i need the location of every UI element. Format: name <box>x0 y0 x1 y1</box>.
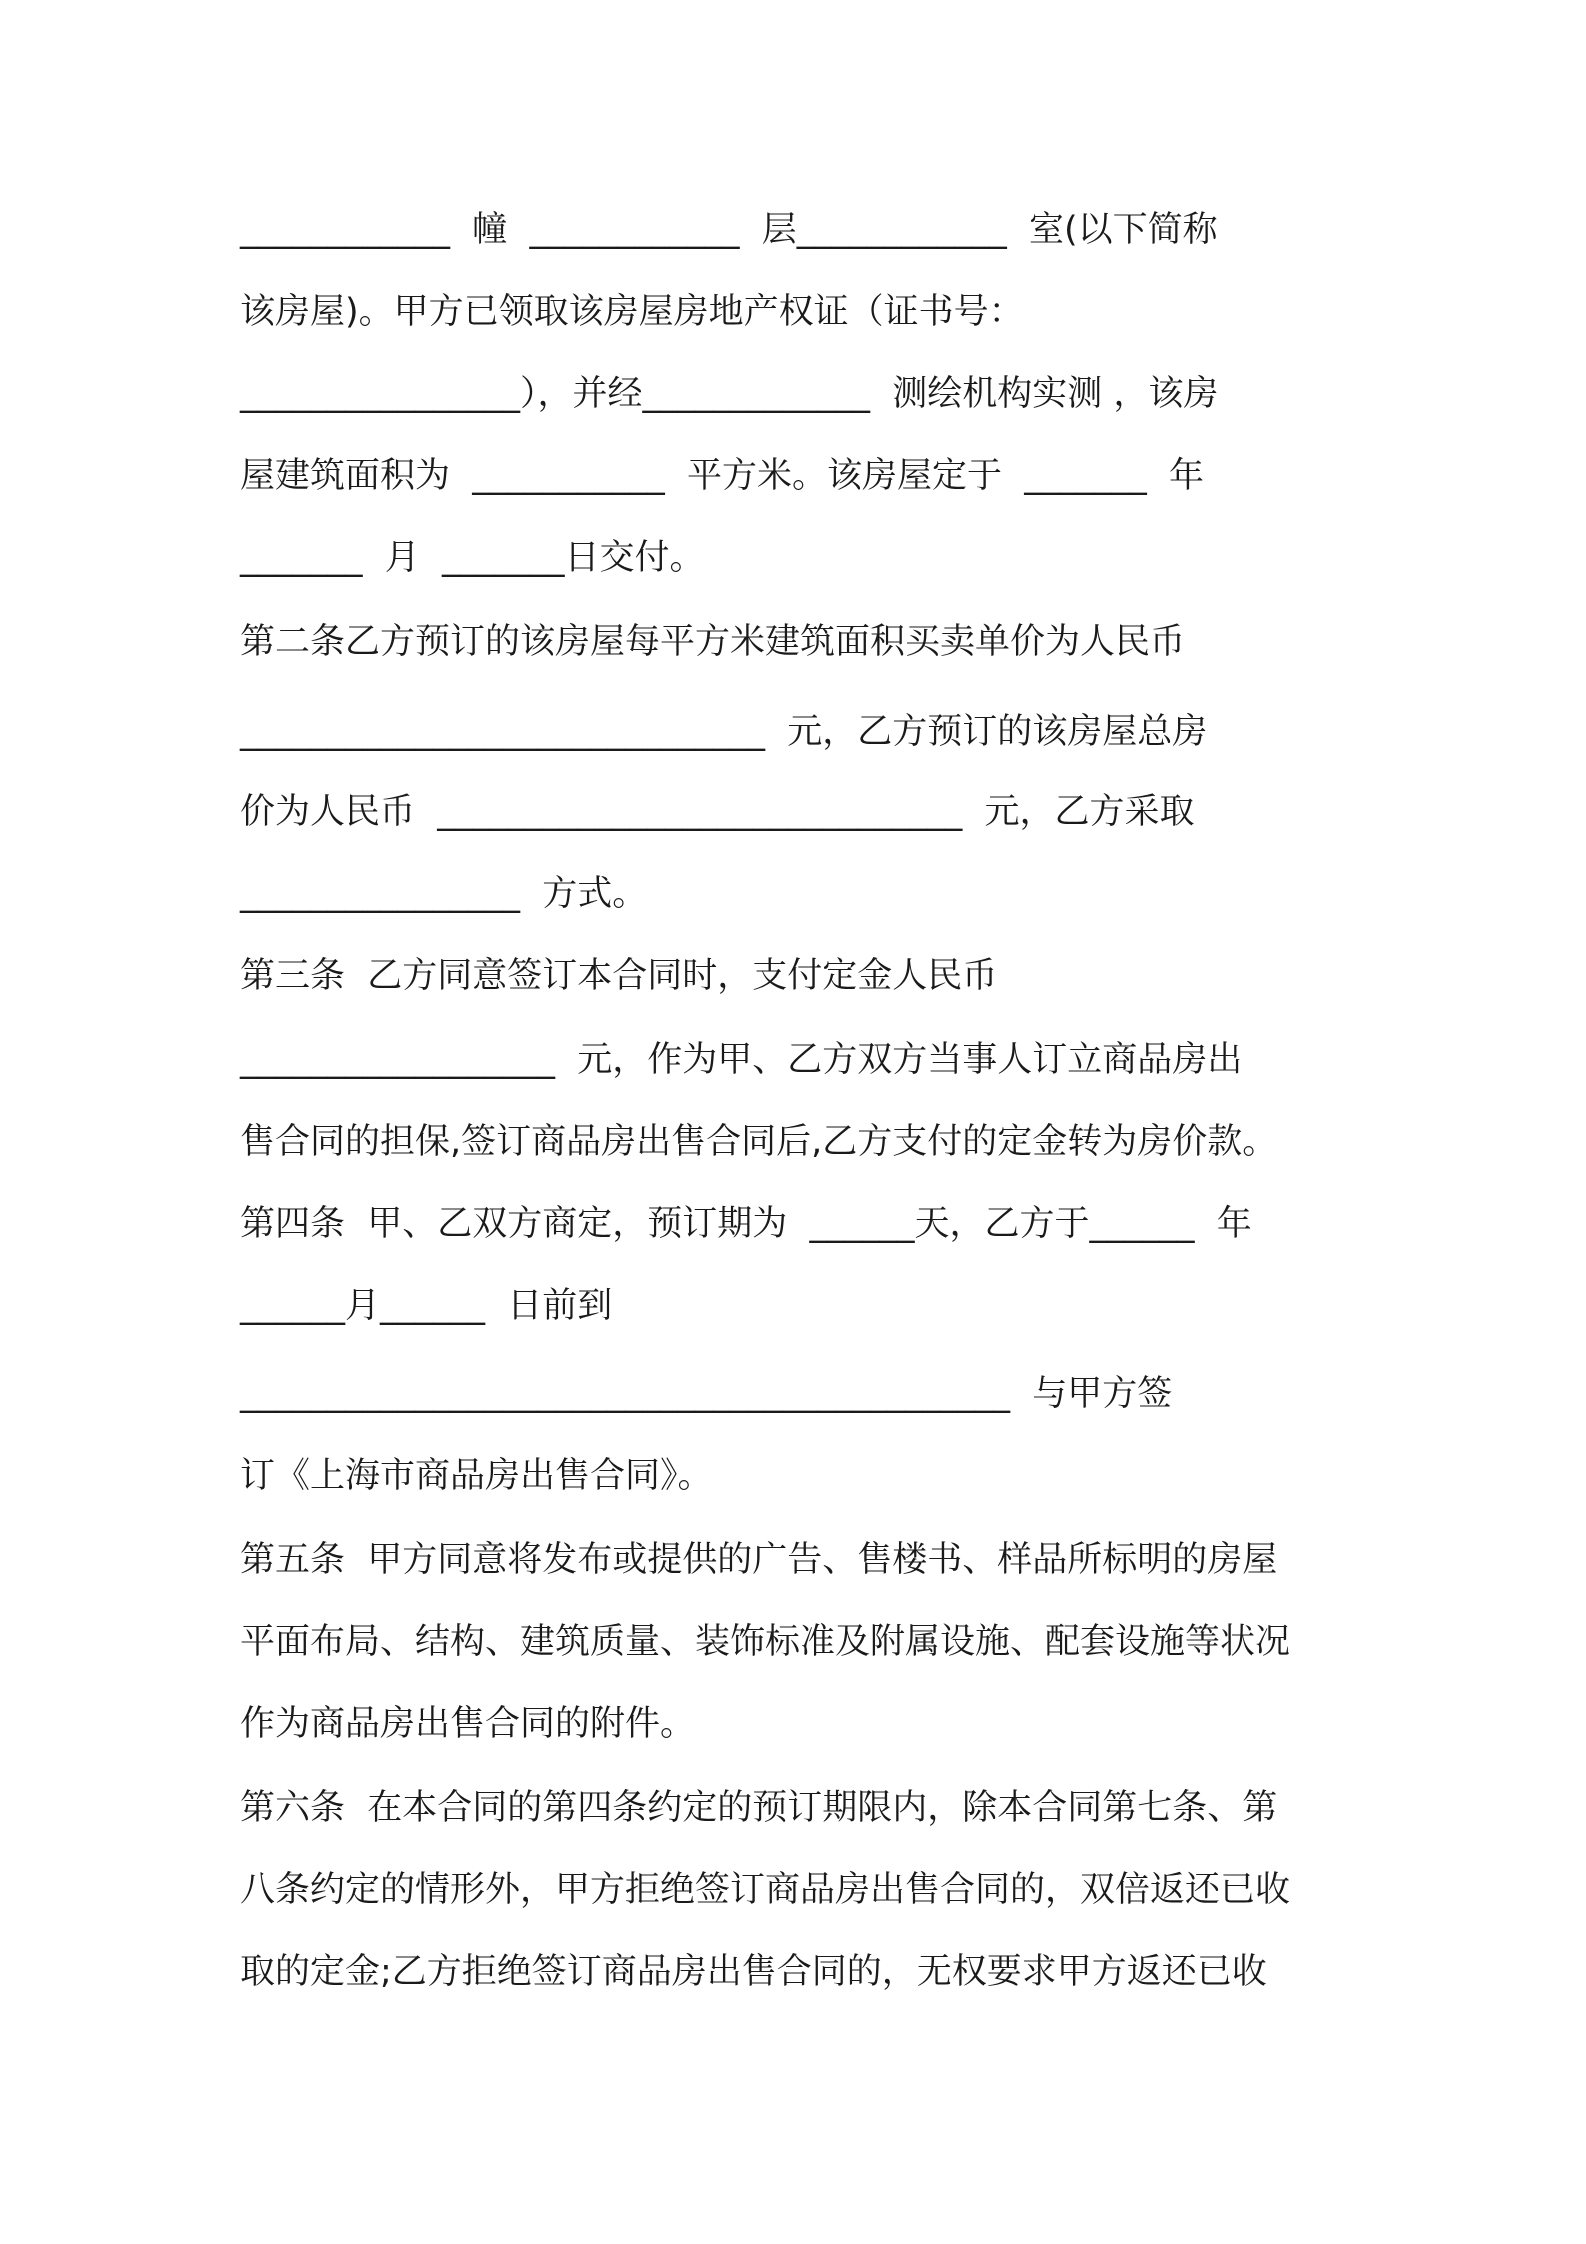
text-line: 平面布局、结构、建筑质量、装饰标准及附属设施、配套设施等状况 <box>240 1622 1291 1662</box>
text-line: 第四条 甲、乙双方商定，预订期为 ______天，乙方于______ 年 <box>240 1204 1252 1244</box>
text-line: ______________________________ 元，乙方预订的该房屋总房 <box>240 712 1208 752</box>
text-line: 第三条 乙方同意签订本合同时，支付定金人民币 <box>240 956 998 996</box>
text-line: 取的定金;乙方拒绝签订商品房出售合同的，无权要求甲方返还已收 <box>240 1952 1267 1992</box>
text-line: 第五条 甲方同意将发布或提供的广告、售楼书、样品所标明的房屋 <box>240 1540 1278 1580</box>
text-line: 价为人民币 ______________________________ 元，乙方采取 <box>240 792 1195 832</box>
text-line: __________________ 元，作为甲、乙方双方当事人订立商品房出 <box>240 1040 1243 1080</box>
text-line: ________________ 方式。 <box>240 874 648 914</box>
text-line: 屋建筑面积为 ___________ 平方米。该房屋定于 _______ 年 <box>240 456 1205 496</box>
text-line: 售合同的担保,签订商品房出售合同后,乙方支付的定金转为房价款。 <box>240 1122 1278 1162</box>
text-line: ______月______ 日前到 <box>240 1286 613 1326</box>
text-line: 第二条乙方预订的该房屋每平方米建筑面积买卖单价为人民币 <box>240 622 1186 662</box>
text-line: 该房屋)。甲方已领取该房屋房地产权证（证书号： <box>240 292 1024 332</box>
text-line: 八条约定的情形外，甲方拒绝签订商品房出售合同的，双倍返还已收 <box>240 1870 1291 1910</box>
text-line: 第六条 在本合同的第四条约定的预订期限内，除本合同第七条、第 <box>240 1788 1278 1828</box>
text-line: 作为商品房出售合同的附件。 <box>240 1704 696 1744</box>
text-line: ____________________________________________ 与甲方签 <box>240 1374 1173 1414</box>
text-line: ________________），并经_____________ 测绘机构实测 ，该房 <box>240 374 1219 414</box>
text-line: ____________ 幢 ____________ 层____________ 室(以下简称 <box>240 210 1218 250</box>
text-line: 订《上海市商品房出售合同》。 <box>240 1456 713 1496</box>
text-line: _______ 月 _______日交付。 <box>240 538 705 578</box>
